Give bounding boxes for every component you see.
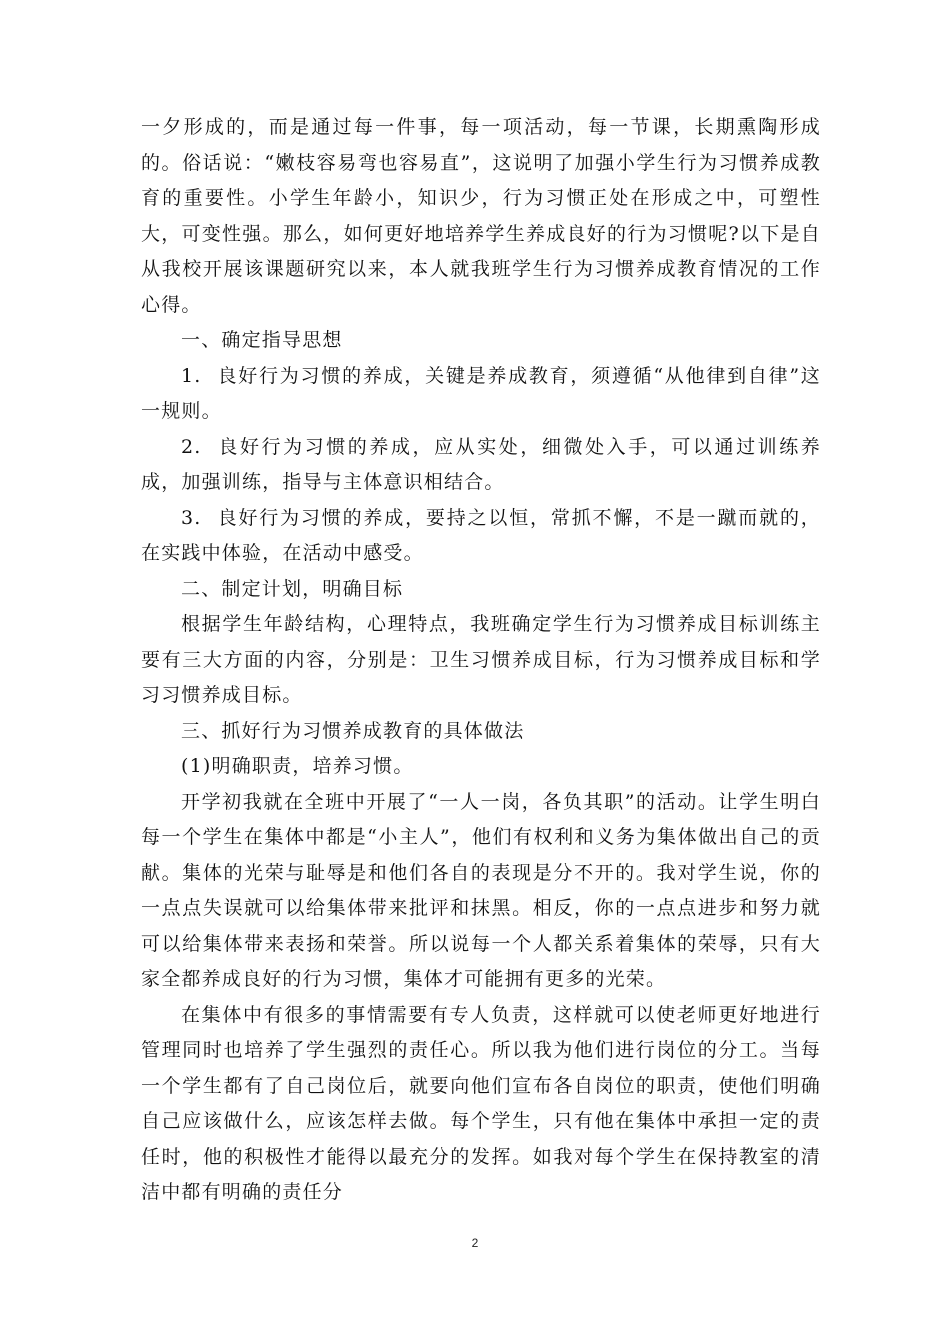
list-item-2 — [141, 430, 821, 501]
list-item-text: 良好行为习惯的养成，关键是养成教育，须遵循“从他律到自律”这一规则。 — [141, 364, 821, 422]
list-item-text: 良好行为习惯的养成，应从实处，细微处入手，可以通过训练养成，加强训练，指导与主体意识相结合。 — [141, 435, 821, 493]
body-text — [141, 110, 821, 1211]
paragraph-goals: 根据学生年龄结构，心理特点，我班确定学生行为习惯养成目标训练主要有三大方面的内容，分别是：卫生习惯养成目标，行为习惯养成目标和学习习惯养成目标。 — [141, 613, 821, 706]
list-item-number: 2. — [181, 435, 202, 458]
list-item-number: 3. — [181, 506, 202, 529]
paragraph-continuation: 一夕形成的，而是通过每一件事，每一项活动，每一节课，长期熏陶形成的。俗话说：“嫩枝容易弯也容易直”，这说明了加强小学生行为习惯养成教育的重要性。小学生年龄小，知识少，行为习惯正处在形成之中，可塑性大，可变性强。那么，如何更好地培养学生养成良好的行为习惯呢?以下是自从我校开展该课题研究以来，本人就我班学生行为习惯养成教育情况的工作心得。 — [141, 116, 821, 316]
list-item-3 — [141, 501, 821, 572]
list-item-number: 1. — [181, 364, 202, 387]
list-item-1 — [141, 359, 821, 430]
paragraph-responsibility: 在集体中有很多的事情需要有专人负责，这样就可以使老师更好地进行管理同时也培养了学生强烈的责任心。所以我为他们进行岗位的分工。当每一个学生都有了自己岗位后，就要向他们宣布各自岗位的职责，使他们明确自己应该做什么，应该怎样去做。每个学生，只有他在集体中承担一定的责任时，他的积极性才能得以最充分的发挥。如我对每个学生在保持教室的清洁中都有明确的责任分 — [141, 1003, 821, 1203]
section-heading-3: 三、抓好行为习惯养成教育的具体做法 — [181, 719, 525, 742]
paragraph-activity: 开学初我就在全班中开展了“一人一岗，各负其职”的活动。让学生明白每一个学生在集体中都是“小主人”，他们有权利和义务为集体做出自己的贡献。集体的光荣与耻辱是和他们各自的表现是分不开的。我对学生说，你的一点点失误就可以给集体带来批评和抹黑。相反，你的一点点进步和努力就可以给集体带来表扬和荣誉。所以说每一个人都关系着集体的荣辱，只有大家全都养成良好的行为习惯，集体才可能拥有更多的光荣。 — [141, 790, 821, 990]
list-item-text: 良好行为习惯的养成，要持之以恒，常抓不懈，不是一蹴而就的，在实践中体验，在活动中感受。 — [141, 506, 821, 564]
section-heading-1: 一、确定指导思想 — [181, 329, 343, 351]
subsection-heading-1: (1)明确职责，培养习惯。 — [181, 755, 414, 777]
section-heading-2: 二、制定计划，明确目标 — [181, 577, 404, 600]
page-number: 2 — [471, 1236, 479, 1250]
